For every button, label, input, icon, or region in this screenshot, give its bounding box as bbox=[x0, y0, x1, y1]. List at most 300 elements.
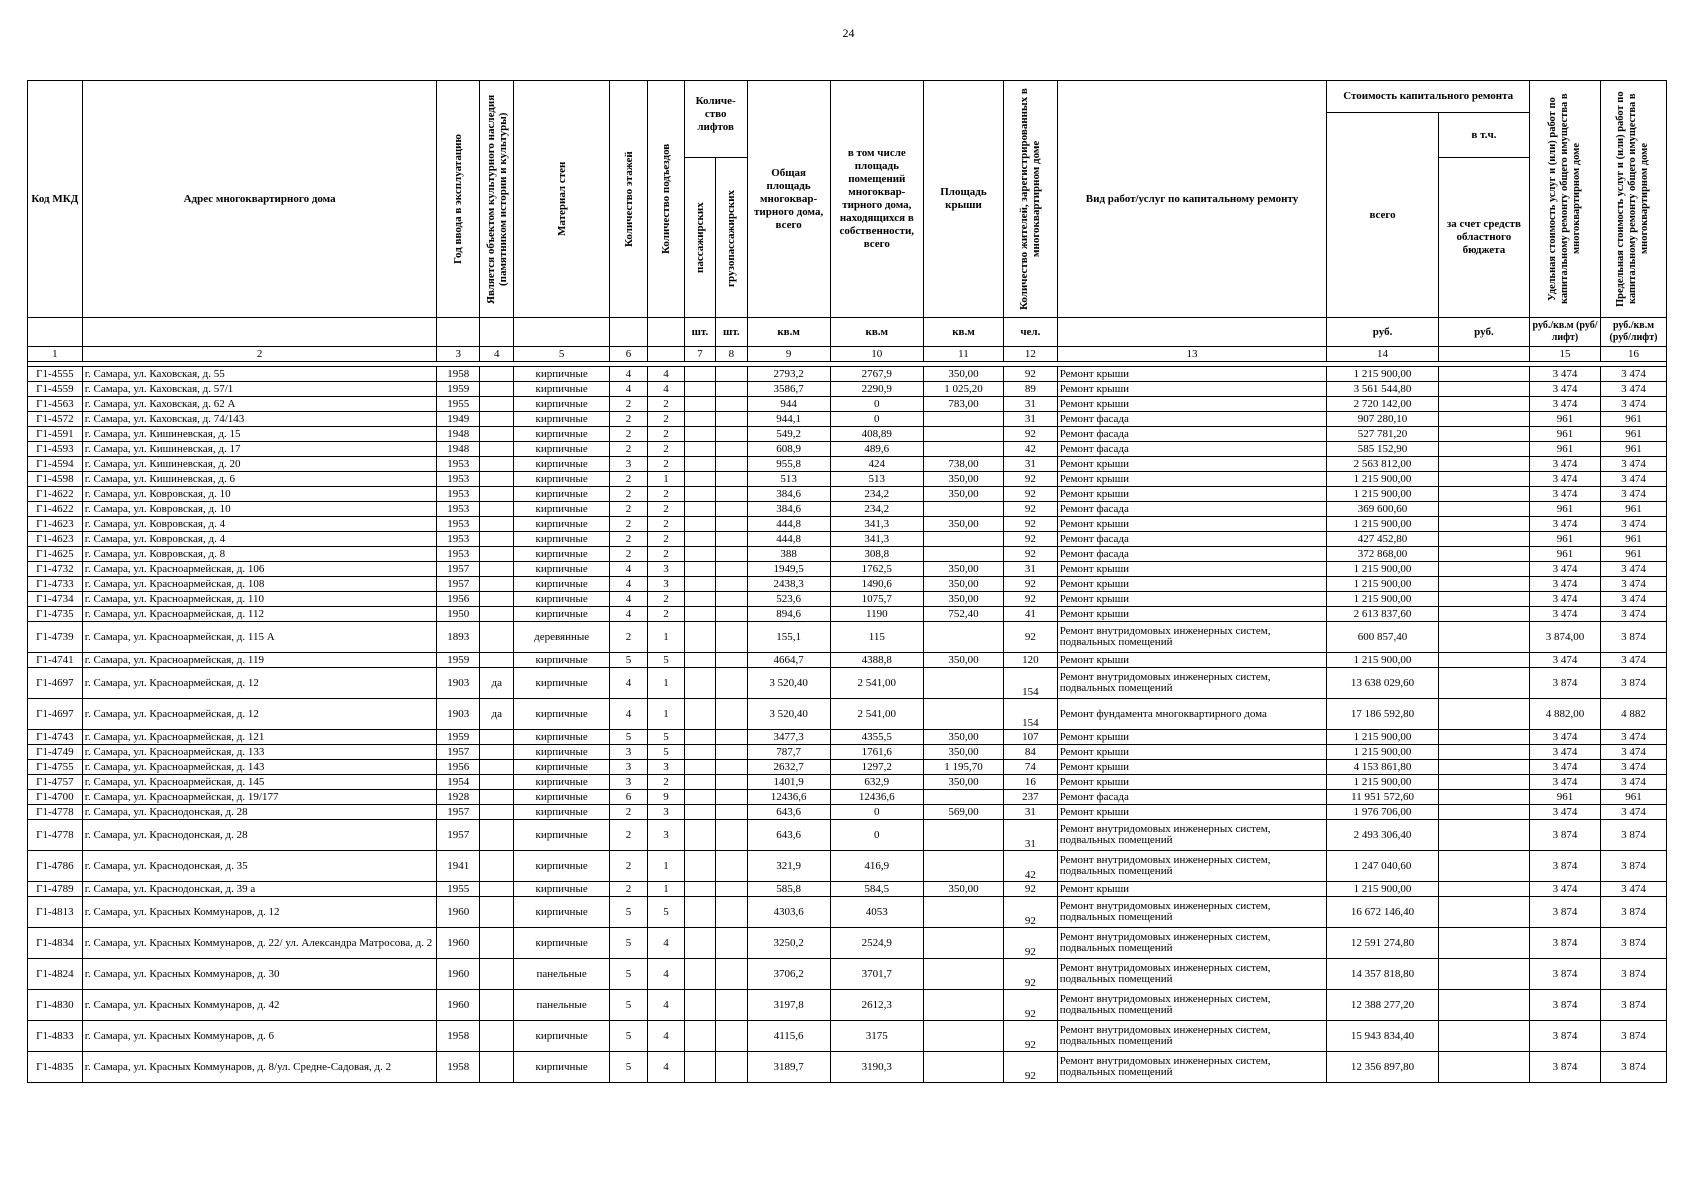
cell-residents: 92 bbox=[1003, 1052, 1057, 1083]
unit-people: чел. bbox=[1003, 318, 1057, 347]
cell-code: Г1-4749 bbox=[28, 745, 83, 760]
cell-max-cost: 3 474 bbox=[1600, 730, 1666, 745]
cell-work-type: Ремонт внутридомовых инженерных систем, подвальных помещений bbox=[1057, 820, 1327, 851]
unit-rub-per-sqm: руб./кв.м (руб/лифт) bbox=[1530, 318, 1601, 347]
cell-roof-area bbox=[923, 928, 1003, 959]
cell-residents: 107 bbox=[1003, 730, 1057, 745]
cell-unit-cost: 3 874 bbox=[1530, 1052, 1601, 1083]
cell-code: Г1-4813 bbox=[28, 897, 83, 928]
header-area-owned: в том числе площадь помещений многоквар-тирного дома, находящихся в собственности, всего bbox=[830, 81, 923, 318]
cell-floors: 2 bbox=[609, 472, 648, 487]
header-lifts: Количе-ство лифтов bbox=[684, 81, 747, 158]
cell-area-total: 944,1 bbox=[747, 412, 830, 427]
table-row bbox=[28, 472, 1667, 487]
cell-wall: кирпичные bbox=[514, 790, 609, 805]
cell-heritage bbox=[480, 990, 514, 1021]
cell-roof-area bbox=[923, 959, 1003, 990]
cell-lifts-cargo bbox=[716, 820, 747, 851]
cell-area-total: 2438,3 bbox=[747, 577, 830, 592]
cell-cost-total: 1 215 900,00 bbox=[1327, 592, 1438, 607]
cell-max-cost: 3 474 bbox=[1600, 517, 1666, 532]
cell-residents: 31 bbox=[1003, 397, 1057, 412]
cell-cost-total: 369 600,60 bbox=[1327, 502, 1438, 517]
cell-area-owned: 0 bbox=[830, 820, 923, 851]
cell-lifts-passenger bbox=[684, 882, 715, 897]
cell-unit-cost: 3 474 bbox=[1530, 730, 1601, 745]
cell-heritage bbox=[480, 882, 514, 897]
table-row bbox=[28, 1021, 1667, 1052]
table-row bbox=[28, 517, 1667, 532]
cell-residents: 92 bbox=[1003, 959, 1057, 990]
cell-heritage bbox=[480, 517, 514, 532]
cell-code: Г1-4739 bbox=[28, 622, 83, 653]
table-row bbox=[28, 1052, 1667, 1083]
cell-lifts-cargo bbox=[716, 1021, 747, 1052]
table-row bbox=[28, 805, 1667, 820]
col-num: 9 bbox=[747, 347, 830, 362]
cell-residents: 154 bbox=[1003, 699, 1057, 730]
cell-residents: 92 bbox=[1003, 592, 1057, 607]
cell-code: Г1-4572 bbox=[28, 412, 83, 427]
cell-entrances: 3 bbox=[648, 820, 684, 851]
cell-heritage bbox=[480, 653, 514, 668]
cell-residents: 92 bbox=[1003, 547, 1057, 562]
cell-max-cost: 3 474 bbox=[1600, 367, 1666, 382]
cell-area-owned: 513 bbox=[830, 472, 923, 487]
cell-year: 1953 bbox=[437, 487, 480, 502]
cell-cost-regional bbox=[1438, 397, 1529, 412]
col-num: 6 bbox=[609, 347, 648, 362]
cell-roof-area: 1 195,70 bbox=[923, 760, 1003, 775]
cell-cost-regional bbox=[1438, 790, 1529, 805]
cell-lifts-cargo bbox=[716, 427, 747, 442]
table-row bbox=[28, 577, 1667, 592]
col-num: 3 bbox=[437, 347, 480, 362]
cell-unit-cost: 3 874 bbox=[1530, 990, 1601, 1021]
cell-residents: 92 bbox=[1003, 517, 1057, 532]
cell-residents: 92 bbox=[1003, 532, 1057, 547]
cell-area-owned: 2 541,00 bbox=[830, 699, 923, 730]
cell-wall: кирпичные bbox=[514, 805, 609, 820]
cell-lifts-passenger bbox=[684, 851, 715, 882]
cell-wall: кирпичные bbox=[514, 442, 609, 457]
cell-roof-area: 350,00 bbox=[923, 517, 1003, 532]
cell-area-owned: 4053 bbox=[830, 897, 923, 928]
cell-cost-total: 527 781,20 bbox=[1327, 427, 1438, 442]
cell-floors: 5 bbox=[609, 990, 648, 1021]
cell-wall: кирпичные bbox=[514, 487, 609, 502]
table-row bbox=[28, 442, 1667, 457]
cell-floors: 2 bbox=[609, 820, 648, 851]
cell-code: Г1-4625 bbox=[28, 547, 83, 562]
cell-work-type: Ремонт крыши bbox=[1057, 760, 1327, 775]
cell-work-type: Ремонт крыши bbox=[1057, 577, 1327, 592]
table-row bbox=[28, 622, 1667, 653]
cell-unit-cost: 3 874 bbox=[1530, 897, 1601, 928]
cell-entrances: 4 bbox=[648, 990, 684, 1021]
col-num: 11 bbox=[923, 347, 1003, 362]
cell-address: г. Самара, ул. Краснодонская, д. 28 bbox=[82, 820, 437, 851]
register-rows bbox=[28, 367, 1667, 1083]
cell-lifts-passenger bbox=[684, 502, 715, 517]
cell-address: г. Самара, ул. Ковровская, д. 4 bbox=[82, 517, 437, 532]
cell-heritage bbox=[480, 547, 514, 562]
cell-lifts-cargo bbox=[716, 442, 747, 457]
cell-code: Г1-4697 bbox=[28, 699, 83, 730]
cell-heritage bbox=[480, 382, 514, 397]
cell-year: 1928 bbox=[437, 790, 480, 805]
cell-wall: кирпичные bbox=[514, 653, 609, 668]
cell-heritage bbox=[480, 959, 514, 990]
cell-work-type: Ремонт фасада bbox=[1057, 412, 1327, 427]
cell-residents: 92 bbox=[1003, 622, 1057, 653]
cell-roof-area: 738,00 bbox=[923, 457, 1003, 472]
cell-area-owned: 0 bbox=[830, 805, 923, 820]
cell-entrances: 2 bbox=[648, 775, 684, 790]
col-num: 1 bbox=[28, 347, 83, 362]
cell-max-cost: 961 bbox=[1600, 427, 1666, 442]
cell-lifts-passenger bbox=[684, 607, 715, 622]
cell-area-owned: 341,3 bbox=[830, 517, 923, 532]
cell-roof-area: 350,00 bbox=[923, 367, 1003, 382]
cell-unit-cost: 961 bbox=[1530, 532, 1601, 547]
unit-pcs: шт. bbox=[716, 318, 747, 347]
cell-address: г. Самара, ул. Красных Коммунаров, д. 30 bbox=[82, 959, 437, 990]
cell-floors: 2 bbox=[609, 882, 648, 897]
col-num: 2 bbox=[82, 347, 437, 362]
cell-area-total: 3706,2 bbox=[747, 959, 830, 990]
cell-lifts-cargo bbox=[716, 699, 747, 730]
cell-lifts-passenger bbox=[684, 1021, 715, 1052]
cell-cost-regional bbox=[1438, 487, 1529, 502]
cell-year: 1960 bbox=[437, 928, 480, 959]
cell-residents: 154 bbox=[1003, 668, 1057, 699]
cell-lifts-cargo bbox=[716, 1052, 747, 1083]
cell-area-total: 2793,2 bbox=[747, 367, 830, 382]
cell-roof-area: 1 025,20 bbox=[923, 382, 1003, 397]
cell-wall: кирпичные bbox=[514, 397, 609, 412]
cell-residents: 41 bbox=[1003, 607, 1057, 622]
cell-lifts-passenger bbox=[684, 487, 715, 502]
cell-unit-cost: 4 882,00 bbox=[1530, 699, 1601, 730]
cell-lifts-cargo bbox=[716, 592, 747, 607]
cell-lifts-passenger bbox=[684, 532, 715, 547]
table-row bbox=[28, 882, 1667, 897]
cell-residents: 92 bbox=[1003, 502, 1057, 517]
cell-cost-total: 427 452,80 bbox=[1327, 532, 1438, 547]
cell-unit-cost: 961 bbox=[1530, 427, 1601, 442]
cell-year: 1948 bbox=[437, 427, 480, 442]
cell-work-type: Ремонт фасада bbox=[1057, 532, 1327, 547]
cell-floors: 5 bbox=[609, 959, 648, 990]
cell-wall: кирпичные bbox=[514, 745, 609, 760]
cell-residents: 31 bbox=[1003, 820, 1057, 851]
cell-wall: кирпичные bbox=[514, 607, 609, 622]
cell-unit-cost: 3 874 bbox=[1530, 1021, 1601, 1052]
cell-area-owned: 115 bbox=[830, 622, 923, 653]
cell-cost-regional bbox=[1438, 805, 1529, 820]
cell-floors: 4 bbox=[609, 367, 648, 382]
header-area-total: Общая площадь многоквар-тирного дома, всего bbox=[747, 81, 830, 318]
cell-entrances: 1 bbox=[648, 699, 684, 730]
cell-area-total: 3477,3 bbox=[747, 730, 830, 745]
cell-code: Г1-4559 bbox=[28, 382, 83, 397]
cell-lifts-cargo bbox=[716, 653, 747, 668]
cell-code: Г1-4834 bbox=[28, 928, 83, 959]
cell-code: Г1-4598 bbox=[28, 472, 83, 487]
cell-code: Г1-4735 bbox=[28, 607, 83, 622]
cell-floors: 4 bbox=[609, 382, 648, 397]
cell-area-total: 585,8 bbox=[747, 882, 830, 897]
cell-unit-cost: 3 474 bbox=[1530, 760, 1601, 775]
cell-year: 1953 bbox=[437, 547, 480, 562]
cell-residents: 92 bbox=[1003, 427, 1057, 442]
cell-lifts-cargo bbox=[716, 412, 747, 427]
header-cost-regional: за счет средств областного бюджета bbox=[1438, 158, 1529, 318]
cell-unit-cost: 3 474 bbox=[1530, 577, 1601, 592]
cell-lifts-passenger bbox=[684, 653, 715, 668]
cell-max-cost: 3 474 bbox=[1600, 562, 1666, 577]
cell-year: 1960 bbox=[437, 990, 480, 1021]
cell-max-cost: 3 474 bbox=[1600, 457, 1666, 472]
cell-year: 1956 bbox=[437, 760, 480, 775]
cell-lifts-cargo bbox=[716, 775, 747, 790]
cell-area-owned: 12436,6 bbox=[830, 790, 923, 805]
cell-code: Г1-4594 bbox=[28, 457, 83, 472]
header-wall: Материал стен bbox=[555, 161, 568, 237]
cell-heritage bbox=[480, 622, 514, 653]
cell-floors: 2 bbox=[609, 547, 648, 562]
cell-unit-cost: 3 474 bbox=[1530, 457, 1601, 472]
cell-year: 1953 bbox=[437, 472, 480, 487]
cell-work-type: Ремонт крыши bbox=[1057, 472, 1327, 487]
cell-cost-total: 1 247 040,60 bbox=[1327, 851, 1438, 882]
cell-cost-total: 1 215 900,00 bbox=[1327, 562, 1438, 577]
unit-rub: руб. bbox=[1327, 318, 1438, 347]
cell-lifts-cargo bbox=[716, 547, 747, 562]
cell-heritage bbox=[480, 367, 514, 382]
cell-lifts-cargo bbox=[716, 487, 747, 502]
cell-residents: 92 bbox=[1003, 882, 1057, 897]
table-row bbox=[28, 532, 1667, 547]
cell-address: г. Самара, ул. Краснодонская, д. 39 а bbox=[82, 882, 437, 897]
cell-code: Г1-4622 bbox=[28, 502, 83, 517]
cell-area-owned: 1761,6 bbox=[830, 745, 923, 760]
cell-max-cost: 3 874 bbox=[1600, 1021, 1666, 1052]
cell-address: г. Самара, ул. Красноармейская, д. 110 bbox=[82, 592, 437, 607]
cell-cost-total: 12 591 274,80 bbox=[1327, 928, 1438, 959]
cell-floors: 5 bbox=[609, 897, 648, 928]
cell-heritage bbox=[480, 427, 514, 442]
header-work-type: Вид работ/услуг по капитальному ремонту bbox=[1057, 81, 1327, 318]
cell-unit-cost: 3 474 bbox=[1530, 382, 1601, 397]
cell-max-cost: 3 874 bbox=[1600, 820, 1666, 851]
cell-code: Г1-4778 bbox=[28, 805, 83, 820]
cell-area-owned: 489,6 bbox=[830, 442, 923, 457]
cell-unit-cost: 3 474 bbox=[1530, 592, 1601, 607]
cell-cost-regional bbox=[1438, 577, 1529, 592]
cell-work-type: Ремонт фасада bbox=[1057, 547, 1327, 562]
cell-max-cost: 3 474 bbox=[1600, 607, 1666, 622]
cell-address: г. Самара, ул. Красноармейская, д. 133 bbox=[82, 745, 437, 760]
cell-lifts-cargo bbox=[716, 562, 747, 577]
cell-roof-area: 350,00 bbox=[923, 592, 1003, 607]
cell-roof-area bbox=[923, 427, 1003, 442]
cell-address: г. Самара, ул. Кишиневская, д. 20 bbox=[82, 457, 437, 472]
cell-code: Г1-4778 bbox=[28, 820, 83, 851]
header-roof-area: Площадь крыши bbox=[923, 81, 1003, 318]
unit-pcs: шт. bbox=[684, 318, 715, 347]
cell-work-type: Ремонт крыши bbox=[1057, 397, 1327, 412]
table-row bbox=[28, 820, 1667, 851]
cell-cost-total: 1 215 900,00 bbox=[1327, 487, 1438, 502]
table-row bbox=[28, 928, 1667, 959]
header-unit-cost: Удельная стоимость услуг и (или) работ по капитальному ремонту общего имущества в многоквартирном доме bbox=[1547, 93, 1582, 305]
cell-cost-total: 585 152,90 bbox=[1327, 442, 1438, 457]
cell-code: Г1-4757 bbox=[28, 775, 83, 790]
cell-max-cost: 3 874 bbox=[1600, 851, 1666, 882]
cell-wall: кирпичные bbox=[514, 668, 609, 699]
cell-heritage bbox=[480, 790, 514, 805]
cell-unit-cost: 3 474 bbox=[1530, 882, 1601, 897]
cell-roof-area bbox=[923, 668, 1003, 699]
cell-cost-regional bbox=[1438, 775, 1529, 790]
cell-area-owned: 308,8 bbox=[830, 547, 923, 562]
cell-address: г. Самара, ул. Красных Коммунаров, д. 6 bbox=[82, 1021, 437, 1052]
cell-cost-total: 2 563 812,00 bbox=[1327, 457, 1438, 472]
cell-residents: 31 bbox=[1003, 805, 1057, 820]
cell-unit-cost: 3 474 bbox=[1530, 775, 1601, 790]
cell-area-total: 955,8 bbox=[747, 457, 830, 472]
cell-cost-regional bbox=[1438, 562, 1529, 577]
header-max-cost: Предельная стоимость услуг и (или) работ по капитальному ремонту общего имущества в многоквартирном доме bbox=[1615, 91, 1651, 307]
table-row bbox=[28, 668, 1667, 699]
table-row bbox=[28, 745, 1667, 760]
cell-year: 1948 bbox=[437, 442, 480, 457]
cell-lifts-passenger bbox=[684, 745, 715, 760]
cell-work-type: Ремонт фасада bbox=[1057, 427, 1327, 442]
cell-floors: 3 bbox=[609, 775, 648, 790]
cell-heritage: да bbox=[480, 699, 514, 730]
cell-entrances: 1 bbox=[648, 622, 684, 653]
cell-work-type: Ремонт фасада bbox=[1057, 502, 1327, 517]
cell-max-cost: 961 bbox=[1600, 547, 1666, 562]
cell-entrances: 4 bbox=[648, 1052, 684, 1083]
cell-lifts-passenger bbox=[684, 592, 715, 607]
cell-area-owned: 1297,2 bbox=[830, 760, 923, 775]
cell-cost-total: 1 215 900,00 bbox=[1327, 730, 1438, 745]
cell-work-type: Ремонт крыши bbox=[1057, 517, 1327, 532]
cell-wall: кирпичные bbox=[514, 699, 609, 730]
cell-address: г. Самара, ул. Краснодонская, д. 35 bbox=[82, 851, 437, 882]
cell-unit-cost: 961 bbox=[1530, 790, 1601, 805]
cell-area-total: 12436,6 bbox=[747, 790, 830, 805]
cell-roof-area bbox=[923, 790, 1003, 805]
cell-code: Г1-4623 bbox=[28, 517, 83, 532]
table-row bbox=[28, 457, 1667, 472]
cell-heritage bbox=[480, 730, 514, 745]
cell-area-owned: 2612,3 bbox=[830, 990, 923, 1021]
cell-max-cost: 3 474 bbox=[1600, 487, 1666, 502]
cell-wall: кирпичные bbox=[514, 897, 609, 928]
header-entrances: Количество подъездов bbox=[660, 143, 672, 255]
cell-max-cost: 3 474 bbox=[1600, 775, 1666, 790]
cell-area-total: 1401,9 bbox=[747, 775, 830, 790]
cell-floors: 4 bbox=[609, 577, 648, 592]
cell-area-owned: 341,3 bbox=[830, 532, 923, 547]
cell-code: Г1-4741 bbox=[28, 653, 83, 668]
cell-cost-regional bbox=[1438, 928, 1529, 959]
cell-cost-regional bbox=[1438, 653, 1529, 668]
cell-unit-cost: 3 474 bbox=[1530, 653, 1601, 668]
cell-entrances: 5 bbox=[648, 745, 684, 760]
cell-cost-regional bbox=[1438, 959, 1529, 990]
table-row bbox=[28, 897, 1667, 928]
cell-cost-total: 4 153 861,80 bbox=[1327, 760, 1438, 775]
page-number: 24 bbox=[842, 26, 855, 40]
cell-unit-cost: 3 474 bbox=[1530, 805, 1601, 820]
cell-heritage bbox=[480, 442, 514, 457]
cell-year: 1958 bbox=[437, 1052, 480, 1083]
cell-wall: кирпичные bbox=[514, 1052, 609, 1083]
cell-wall: кирпичные bbox=[514, 457, 609, 472]
cell-cost-total: 1 215 900,00 bbox=[1327, 577, 1438, 592]
cell-heritage bbox=[480, 607, 514, 622]
cell-area-total: 3 520,40 bbox=[747, 699, 830, 730]
cell-entrances: 4 bbox=[648, 367, 684, 382]
cell-lifts-cargo bbox=[716, 457, 747, 472]
cell-address: г. Самара, ул. Каховская, д. 55 bbox=[82, 367, 437, 382]
cell-floors: 6 bbox=[609, 790, 648, 805]
table-row bbox=[28, 427, 1667, 442]
cell-unit-cost: 961 bbox=[1530, 442, 1601, 457]
cell-unit-cost: 3 874 bbox=[1530, 928, 1601, 959]
cell-lifts-passenger bbox=[684, 547, 715, 562]
cell-entrances: 2 bbox=[648, 457, 684, 472]
cell-wall: панельные bbox=[514, 990, 609, 1021]
cell-floors: 2 bbox=[609, 502, 648, 517]
cell-lifts-passenger bbox=[684, 775, 715, 790]
cell-code: Г1-4732 bbox=[28, 562, 83, 577]
cell-address: г. Самара, ул. Красных Коммунаров, д. 8/ул. Средне-Садовая, д. 2 bbox=[82, 1052, 437, 1083]
cell-area-total: 643,6 bbox=[747, 820, 830, 851]
cell-cost-regional bbox=[1438, 457, 1529, 472]
cell-heritage bbox=[480, 412, 514, 427]
cell-code: Г1-4755 bbox=[28, 760, 83, 775]
cell-wall: кирпичные bbox=[514, 851, 609, 882]
cell-lifts-passenger bbox=[684, 699, 715, 730]
table-row bbox=[28, 487, 1667, 502]
cell-entrances: 5 bbox=[648, 730, 684, 745]
cell-cost-total: 3 561 544,80 bbox=[1327, 382, 1438, 397]
cell-unit-cost: 3 874 bbox=[1530, 668, 1601, 699]
cell-cost-total: 16 672 146,40 bbox=[1327, 897, 1438, 928]
cell-lifts-passenger bbox=[684, 897, 715, 928]
cell-unit-cost: 961 bbox=[1530, 502, 1601, 517]
cell-entrances: 4 bbox=[648, 382, 684, 397]
cell-address: г. Самара, ул. Красных Коммунаров, д. 42 bbox=[82, 990, 437, 1021]
table-row bbox=[28, 412, 1667, 427]
cell-heritage bbox=[480, 820, 514, 851]
cell-address: г. Самара, ул. Кишиневская, д. 17 bbox=[82, 442, 437, 457]
cell-unit-cost: 3 474 bbox=[1530, 367, 1601, 382]
cell-year: 1955 bbox=[437, 882, 480, 897]
cell-wall: кирпичные bbox=[514, 367, 609, 382]
cell-residents: 92 bbox=[1003, 577, 1057, 592]
cell-max-cost: 3 874 bbox=[1600, 897, 1666, 928]
cell-heritage bbox=[480, 928, 514, 959]
col-num: 16 bbox=[1600, 347, 1666, 362]
